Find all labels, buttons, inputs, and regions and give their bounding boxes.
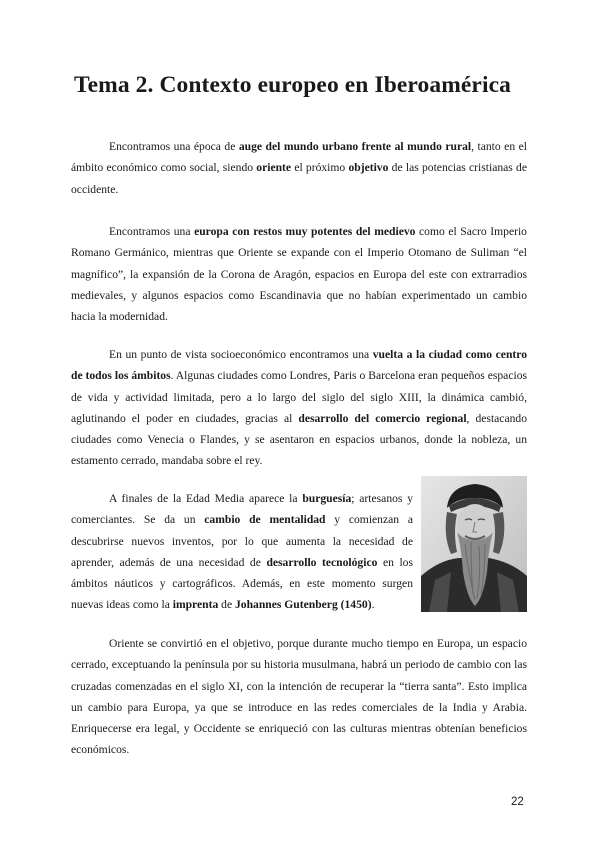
text-run: de (218, 598, 235, 612)
text-run: A finales de la Edad Media aparece la (109, 492, 303, 505)
bold-text-run: europa con restos muy potentes del medievo (194, 225, 416, 238)
text-run: en los ámbitos náuticos y cartográficos. Además, en este momento surgen nuevas ideas como la (71, 555, 413, 612)
text-run: y comienzan a descubrirse nuevos inventos, por lo que aumenta la necesidad de aprender, además de una necesidad de (71, 513, 413, 569)
bold-text-run: oriente (256, 161, 292, 175)
text-run: . Algunas ciudades como Londres, Paris o Barcelona eran pequeños espacios de vida y actividad limitada, pero a lo largo del siglo del siglo XIII, la dinámica cambió, aglutinando el poder en ciudades, gracias al (71, 369, 527, 425)
bold-text-run: desarrollo del comercio regional (298, 411, 467, 425)
bold-text-run: vuelta a la ciudad como centro de todos los ámbitos (71, 348, 527, 383)
bold-text-run: objetivo (348, 161, 389, 175)
text-run: , destacando ciudades como Venecia o Flandes, y se asentaron en espacios urbanos, donde la nobleza, un estamento cerrado, mandaba sobre el rey. (71, 411, 527, 468)
text-run: Oriente se convirtió en el objetivo, porque durante mucho tiempo en Europa, un espacio cerrado, exceptuando la península por su historia musulmana, habrá un periodo de cambio con las cruzadas comenzadas en el siglo XI, con la intención de recuperar la “tierra santa”. Esto implica un cambio para Europa, ya que se introduce en las redes comerciales de la India y Arabia. Enriquecerse era legal, y Occidente se enriqueció con las culturas mientras obtenían beneficios económicos. (71, 637, 527, 757)
bold-text-run: auge del mundo urbano frente al mundo rural (238, 140, 472, 153)
page-title: Tema 2. Contexto europeo en Iberoamérica (74, 72, 511, 98)
text-run: el próximo (291, 161, 349, 175)
text-run: Encontramos una (109, 225, 195, 238)
paragraph-1 (71, 136, 527, 200)
gutenberg-portrait-image (421, 476, 527, 612)
bold-text-run: burguesía (302, 492, 352, 505)
page-number: 22 (511, 796, 524, 808)
bold-text-run: cambio de mentalidad (204, 513, 326, 527)
text-run: En un punto de vista socioeconómico encontramos una (109, 348, 373, 361)
portrait-illustration (421, 476, 527, 612)
bold-text-run: desarrollo tecnológico (266, 555, 378, 569)
paragraph-4 (71, 488, 413, 616)
text-run: Encontramos una época de (109, 140, 239, 153)
text-run: . (371, 598, 375, 612)
bold-text-run: imprenta (172, 598, 219, 612)
paragraph-3 (71, 344, 527, 472)
text-run: como el Sacro Imperio Romano Germánico, mientras que Oriente se expande con el Imperio Otomano de Suliman “el magnífico”, la expansión de la Corona de Aragón, espacios en Europa del este con extrarradios medievales, y algunos espacios como Escandinavia que no habían experimentado un cambio hacia la modernidad. (71, 225, 527, 324)
paragraph-5 (71, 633, 527, 761)
text-run: ; artesanos y comerciantes. Se da un (71, 492, 413, 527)
paragraph-2 (71, 221, 527, 327)
text-run: de las potencias cristianas de occidente. (71, 161, 527, 196)
bold-text-run: Johannes Gutenberg (1450) (235, 598, 372, 612)
text-run: , tanto en el ámbito económico como social, siendo (71, 140, 527, 175)
